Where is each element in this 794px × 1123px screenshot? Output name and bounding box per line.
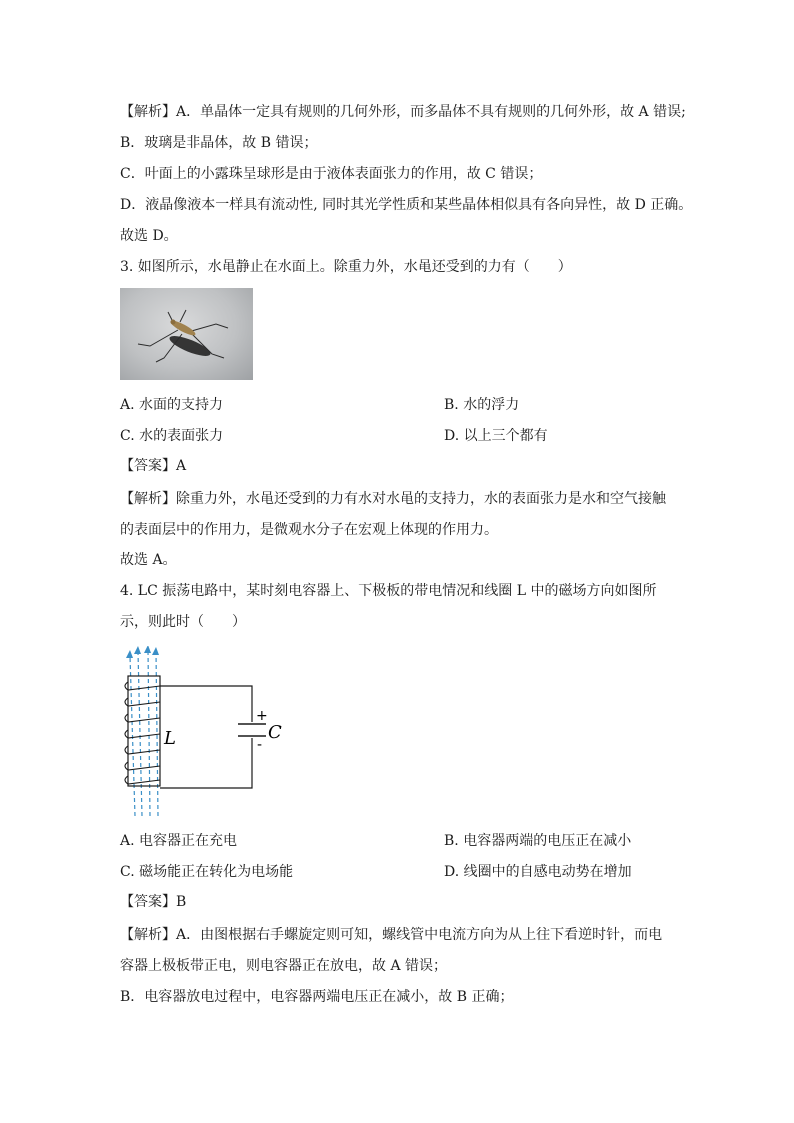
q3-explanation-line1: 【解析】除重力外，水黾还受到的力有水对水黾的支持力，水的表面张力是水和空气接触 — [120, 491, 666, 507]
q3-option-c: C. 水的表面张力 — [120, 428, 224, 444]
inductor-label: L — [164, 728, 176, 749]
q3-explanation-line2: 的表面层中的作用力，是微观水分子在宏观上体现的作用力。 — [120, 522, 498, 538]
minus-sign: - — [257, 737, 263, 753]
q4-option-a: A. 电容器正在充电 — [120, 833, 238, 849]
explanation-q2-conclusion: 故选 D。 — [120, 228, 178, 244]
q3-answer: 【答案】A — [120, 458, 187, 474]
explanation-q2-line1: 【解析】A．单晶体一定具有规则的几何外形，而多晶体不具有规则的几何外形，故 A 错误; — [120, 104, 686, 120]
field-arrowheads — [126, 646, 159, 658]
question-4-stem-line2: 示，则此时（ ） — [120, 614, 246, 630]
lc-circuit-diagram — [120, 646, 300, 818]
q4-answer: 【答案】B — [120, 894, 187, 910]
capacitor-label: C — [268, 722, 282, 743]
water-strider-photo — [120, 288, 253, 380]
q3-option-b: B. 水的浮力 — [444, 397, 520, 413]
explanation-q2-line3: C．叶面上的小露珠呈球形是由于液体表面张力的作用，故 C 错误； — [120, 166, 543, 182]
magnetic-field-lines — [130, 650, 158, 816]
q3-option-a: A. 水面的支持力 — [120, 397, 224, 413]
question-4-stem-line1: 4. LC 振荡电路中，某时刻电容器上、下极板的带电情况和线圈 L 中的磁场方向如图所 — [120, 583, 657, 599]
q4-explanation-line1: 【解析】A．由图根据右手螺旋定则可知，螺线管中电流方向为从上往下看逆时针，而电 — [120, 927, 663, 943]
q3-conclusion: 故选 A。 — [120, 552, 177, 568]
q4-option-b: B. 电容器两端的电压正在减小 — [444, 833, 632, 849]
coil-windings — [125, 682, 160, 784]
plus-sign: + — [256, 708, 268, 724]
water-strider-illustration — [120, 288, 253, 380]
q3-option-d: D. 以上三个都有 — [444, 428, 548, 444]
q4-explanation-line2: 容器上极板带正电，则电容器正在放电，故 A 错误； — [120, 958, 448, 974]
q4-option-c: C. 磁场能正在转化为电场能 — [120, 864, 294, 880]
q4-explanation-line3: B．电容器放电过程中，电容器两端电压正在减小，故 B 正确； — [120, 989, 514, 1005]
q4-option-d: D. 线圈中的自感电动势在增加 — [444, 864, 632, 880]
explanation-q2-line4: D．液晶像液本一样具有流动性, 同时其光学性质和某些晶体相似具有各向异性，故 D 正确。 — [120, 197, 693, 213]
explanation-q2-line2: B．玻璃是非晶体，故 B 错误； — [120, 135, 318, 151]
question-3-stem: 3. 如图所示，水黾静止在水面上。除重力外，水黾还受到的力有（ ） — [120, 259, 572, 275]
